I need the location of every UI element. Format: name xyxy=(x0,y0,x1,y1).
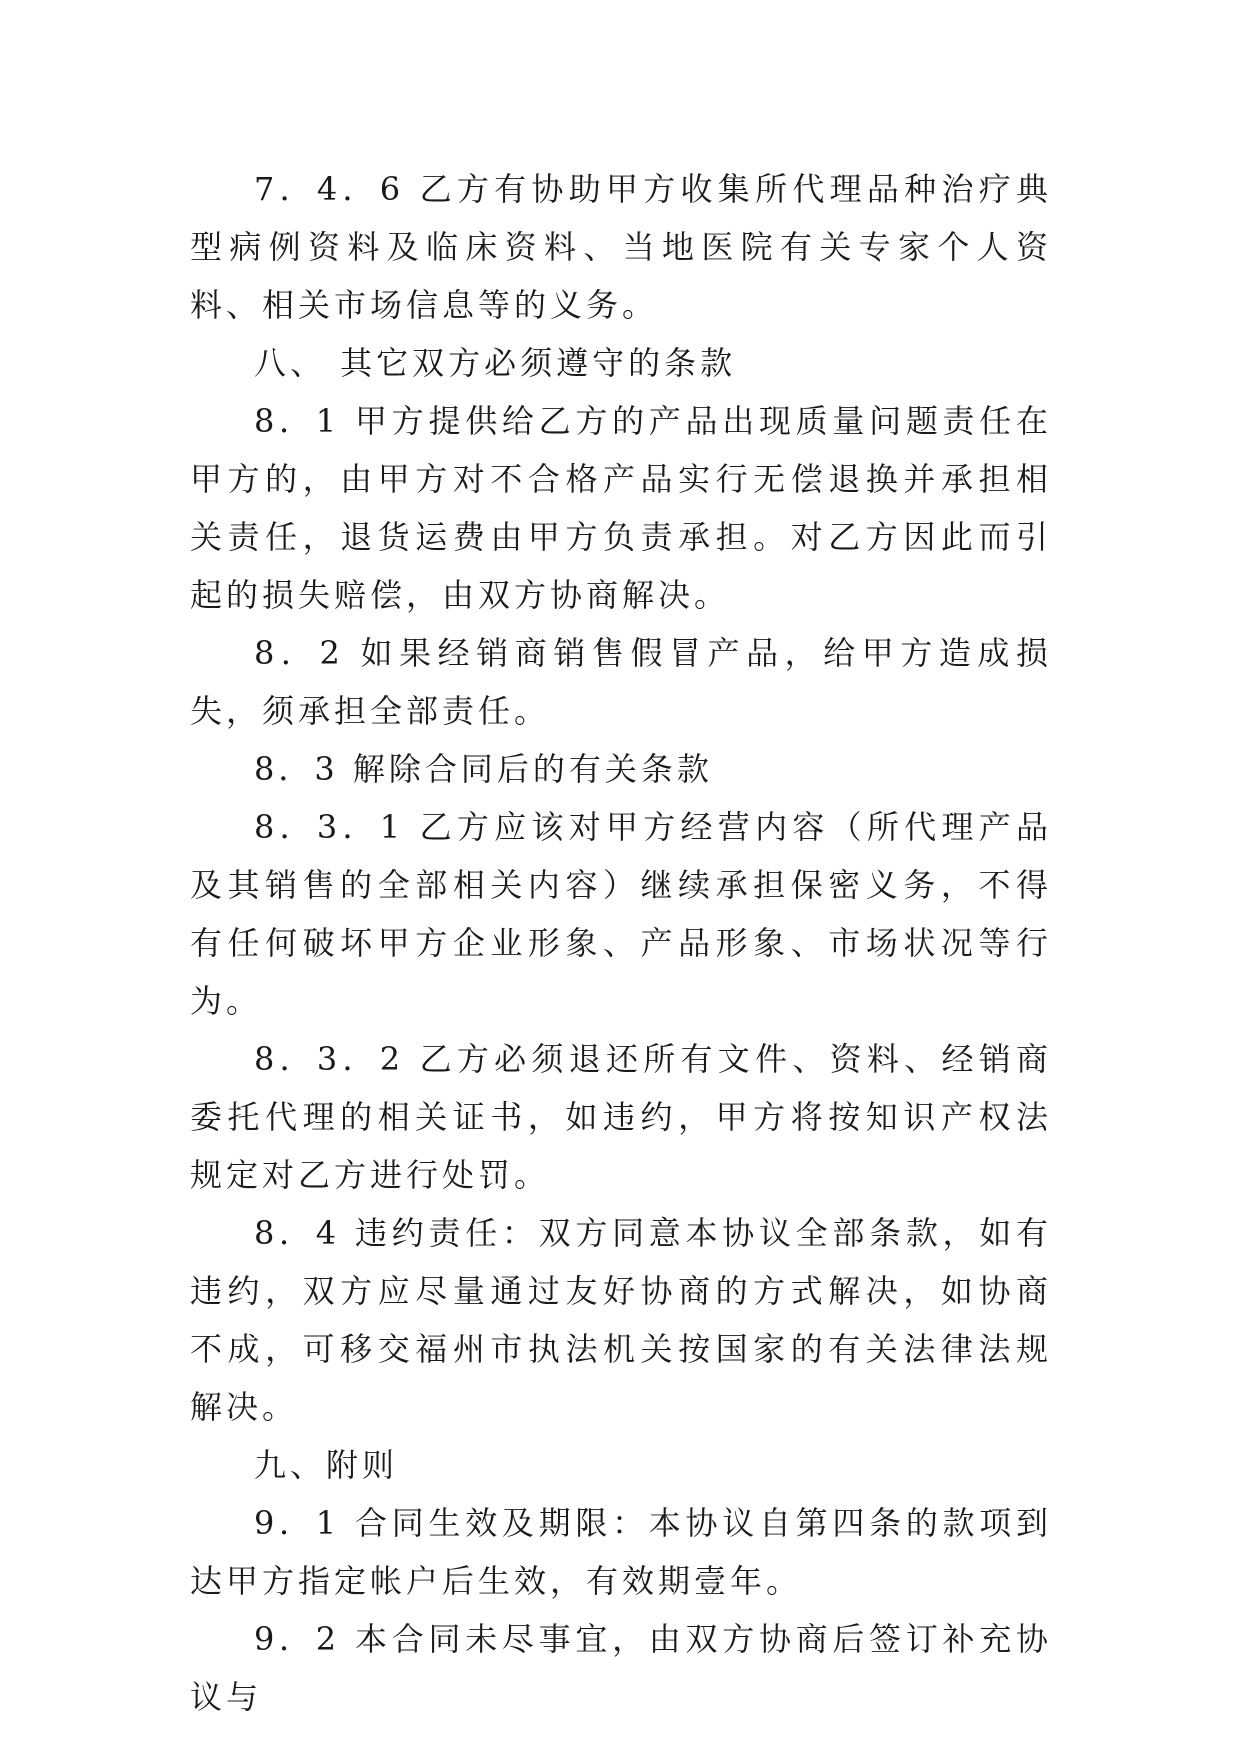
clause-8-3-1: 8．3．1 乙方应该对甲方经营内容（所代理产品及其销售的全部相关内容）继续承担保密义务，不得有任何破坏甲方企业形象、产品形象、市场状况等行为。 xyxy=(190,808,1052,1020)
clause-8-2: 8．2 如果经销商销售假冒产品，给甲方造成损失，须承担全部责任。 xyxy=(190,634,1052,730)
clause-9-2: 9．2 本合同未尽事宜，由双方协商后签订补充协议与 xyxy=(190,1620,1052,1716)
clause-7-4-6: 7．4．6 乙方有协助甲方收集所代理品种治疗典型病例资料及临床资料、当地医院有关专家个人资料、相关市场信息等的义务。 xyxy=(190,170,1052,324)
clause-8-4: 8．4 违约责任：双方同意本协议全部条款，如有违约，双方应尽量通过友好协商的方式解决，如协商不成，可移交福州市执法机关按国家的有关法律法规解决。 xyxy=(190,1214,1052,1426)
document-body xyxy=(190,160,1052,1726)
clause-9-1: 9．1 合同生效及期限：本协议自第四条的款项到达甲方指定帐户后生效，有效期壹年。 xyxy=(190,1504,1052,1600)
section-8-heading: 八、 其它双方必须遵守的条款 xyxy=(254,344,737,382)
clause-8-1: 8．1 甲方提供给乙方的产品出现质量问题责任在甲方的，由甲方对不合格产品实行无偿退换并承担相关责任，退货运费由甲方负责承担。对乙方因此而引起的损失赔偿，由双方协商解决。 xyxy=(190,402,1052,614)
section-9-heading: 九、附则 xyxy=(254,1446,399,1484)
clause-8-3: 8．3 解除合同后的有关条款 xyxy=(254,750,713,788)
clause-8-3-2: 8．3．2 乙方必须退还所有文件、资料、经销商委托代理的相关证书，如违约，甲方将按知识产权法规定对乙方进行处罚。 xyxy=(190,1040,1052,1194)
